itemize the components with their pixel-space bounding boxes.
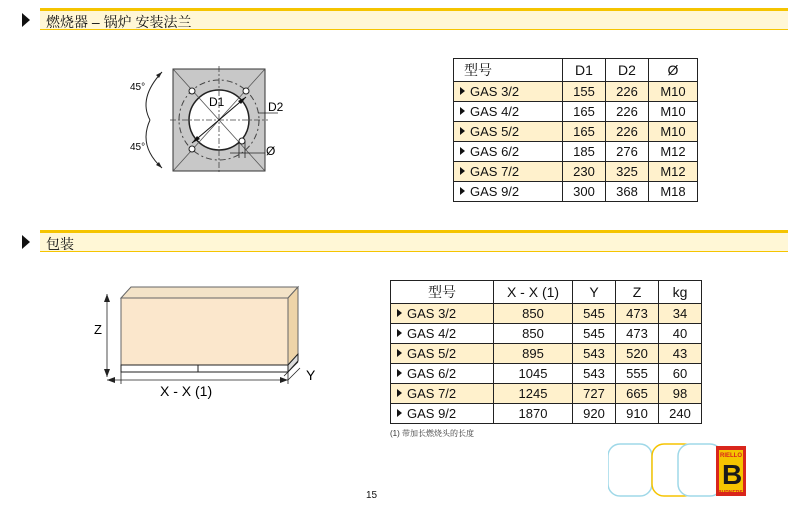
d2-label: D2 (268, 100, 284, 114)
section-title: 燃烧器 – 锅炉 安装法兰 (46, 14, 192, 30)
model-cell: GAS 3/2 (454, 82, 563, 102)
table-cell: 165 (563, 102, 606, 122)
section-arrow-icon (22, 13, 30, 27)
col-header: 型号 (454, 59, 563, 82)
section-arrow-icon (22, 235, 30, 249)
section-title: 包装 (46, 236, 74, 252)
section-header-packaging (22, 230, 788, 252)
logo-text-bottom: BURNERS (718, 490, 743, 496)
table-cell: 543 (573, 344, 616, 364)
table-cell: 226 (606, 122, 649, 142)
table-cell: 300 (563, 182, 606, 202)
table-cell: 545 (573, 324, 616, 344)
x-label: X - X (1) (160, 383, 213, 399)
table-cell: 325 (606, 162, 649, 182)
y-label: Y (306, 367, 316, 383)
table-row (391, 384, 702, 404)
table-cell: 727 (573, 384, 616, 404)
table-cell: 155 (563, 82, 606, 102)
table-cell: 555 (616, 364, 659, 384)
table-header-row (391, 281, 702, 304)
table-cell: 230 (563, 162, 606, 182)
model-cell: GAS 6/2 (454, 142, 563, 162)
table-cell: 43 (659, 344, 702, 364)
table-cell: 276 (606, 142, 649, 162)
model-cell: GAS 5/2 (454, 122, 563, 142)
table-cell: M12 (649, 162, 698, 182)
table-cell: 40 (659, 324, 702, 344)
row-arrow-icon (460, 167, 465, 175)
table-cell: 543 (573, 364, 616, 384)
table-cell: 98 (659, 384, 702, 404)
table-cell: M10 (649, 102, 698, 122)
table-cell: 226 (606, 82, 649, 102)
table-row (391, 324, 702, 344)
flange-diagram (110, 58, 310, 188)
table-cell: 920 (573, 404, 616, 424)
model-cell: GAS 4/2 (391, 324, 494, 344)
table-cell: 60 (659, 364, 702, 384)
table-cell: 1245 (494, 384, 573, 404)
page-number: 15 (366, 490, 378, 501)
d1-label: D1 (209, 95, 225, 109)
model-cell: GAS 7/2 (391, 384, 494, 404)
table-row (454, 162, 698, 182)
col-header: X - X (1) (494, 281, 573, 304)
footnote: (1) 带加长燃烧头的长度 (390, 429, 474, 438)
table-cell: 910 (616, 404, 659, 424)
header-band (40, 233, 788, 252)
col-header: D1 (563, 59, 606, 82)
table-cell: M18 (649, 182, 698, 202)
angle-bottom-label: 45° (130, 142, 146, 153)
table-cell: 226 (606, 102, 649, 122)
table-header-row (454, 59, 698, 82)
table-cell: 165 (563, 122, 606, 142)
logo-text-top: RIELLO (720, 453, 742, 459)
table-cell: 34 (659, 304, 702, 324)
package-diagram (88, 280, 328, 410)
model-cell: GAS 7/2 (454, 162, 563, 182)
col-header: D2 (606, 59, 649, 82)
table-row (454, 142, 698, 162)
col-header: Z (616, 281, 659, 304)
table-row (454, 82, 698, 102)
row-arrow-icon (397, 369, 402, 377)
row-arrow-icon (460, 107, 465, 115)
packaging-table (390, 280, 702, 424)
row-arrow-icon (397, 409, 402, 417)
logo-letter: B (722, 459, 743, 490)
table-row (454, 102, 698, 122)
table-cell: M10 (649, 82, 698, 102)
table-cell: 473 (616, 324, 659, 344)
table-cell: 850 (494, 304, 573, 324)
table-cell: 473 (616, 304, 659, 324)
table-cell: 545 (573, 304, 616, 324)
model-cell: GAS 9/2 (391, 404, 494, 424)
row-arrow-icon (397, 389, 402, 397)
table-cell: 368 (606, 182, 649, 202)
table-cell: 185 (563, 142, 606, 162)
row-arrow-icon (460, 187, 465, 195)
brand-logo (608, 442, 778, 502)
phi-label: Ø (266, 144, 276, 158)
table-row (391, 304, 702, 324)
table-row (391, 344, 702, 364)
row-arrow-icon (397, 329, 402, 337)
table-cell: 1870 (494, 404, 573, 424)
model-cell: GAS 3/2 (391, 304, 494, 324)
flange-table (453, 58, 698, 202)
row-arrow-icon (397, 349, 402, 357)
model-cell: GAS 9/2 (454, 182, 563, 202)
model-cell: GAS 5/2 (391, 344, 494, 364)
row-arrow-icon (460, 87, 465, 95)
table-cell: 520 (616, 344, 659, 364)
col-header: 型号 (391, 281, 494, 304)
col-header: kg (659, 281, 702, 304)
table-cell: 895 (494, 344, 573, 364)
table-cell: 850 (494, 324, 573, 344)
z-label: Z (94, 322, 102, 337)
table-cell: 1045 (494, 364, 573, 384)
model-cell: GAS 6/2 (391, 364, 494, 384)
table-row (391, 404, 702, 424)
table-row (454, 182, 698, 202)
row-arrow-icon (460, 147, 465, 155)
model-cell: GAS 4/2 (454, 102, 563, 122)
col-header: Ø (649, 59, 698, 82)
table-cell: M10 (649, 122, 698, 142)
angle-top-label: 45° (130, 82, 146, 93)
table-cell: M12 (649, 142, 698, 162)
table-row (454, 122, 698, 142)
table-row (391, 364, 702, 384)
table-cell: 665 (616, 384, 659, 404)
col-header: Y (573, 281, 616, 304)
row-arrow-icon (397, 309, 402, 317)
row-arrow-icon (460, 127, 465, 135)
section-header-flange (22, 8, 788, 30)
table-cell: 240 (659, 404, 702, 424)
